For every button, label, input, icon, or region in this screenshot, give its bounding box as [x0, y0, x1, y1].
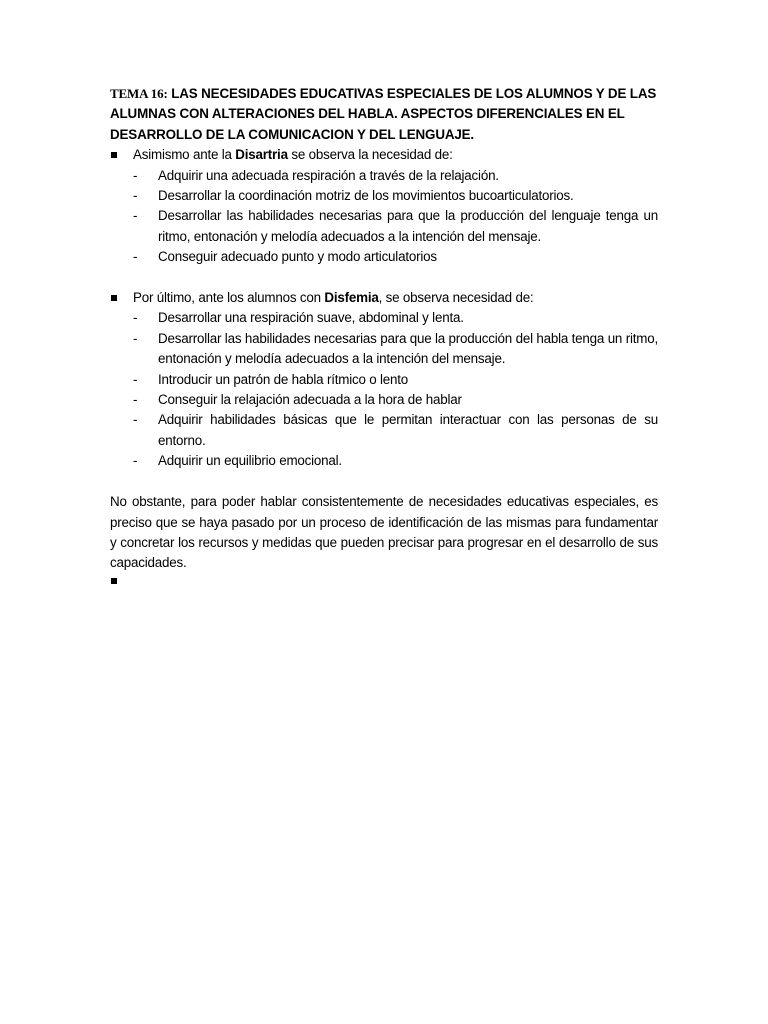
dash-bullet: -: [133, 412, 138, 428]
list-item-text: Adquirir un equilibrio emocional.: [158, 453, 342, 469]
square-bullet-icon: [111, 295, 117, 301]
list-item: [110, 308, 658, 328]
list-item: [110, 206, 658, 247]
list-item-text: Conseguir adecuado punto y modo articulatorios: [158, 249, 437, 265]
square-bullet-icon: [111, 152, 117, 158]
disartria-section: [110, 145, 658, 267]
list-item: [110, 370, 658, 390]
list-item-text: Desarrollar la coordinación motriz de los movimientos bucoarticulatorios.: [158, 188, 574, 204]
list-item-text: Adquirir habilidades básicas que le permitan interactuar con las personas de su entorno.: [158, 412, 658, 448]
list-item: [110, 247, 658, 267]
list-item-text: Conseguir la relajación adecuada a la hora de hablar: [158, 392, 462, 408]
disartria-intro-before: Asimismo ante la: [133, 147, 236, 163]
disartria-list: [110, 166, 658, 268]
disfemia-intro-before: Por último, ante los alumnos con: [133, 290, 325, 306]
disfemia-term: Disfemia: [324, 290, 379, 306]
disfemia-list: [110, 308, 658, 471]
dash-bullet: -: [133, 310, 138, 326]
dash-bullet: -: [133, 167, 138, 183]
conclusion-paragraph: No obstante, para poder hablar consistentemente de necesidades educativas especiales, es preciso que se haya pasado por un proceso de identificación de las mismas para fundamentar y concretar los recursos y medidas que pueden precisar para progresar en el desarrollo de sus capacidades.: [110, 494, 658, 571]
list-item-text: Desarrollar las habilidades necesarias para que la producción del habla tenga un ritmo, entonación y melodía adecuados a la intención del mensaje.: [158, 330, 658, 367]
list-item-text: Desarrollar las habilidades necesarias para que la producción del lenguaje tenga un ritmo, entonación y melodía adecuados a la intención del mensaje.: [158, 208, 658, 244]
disartria-term: Disartria: [235, 147, 288, 163]
list-item: [110, 390, 658, 410]
list-item-text: Adquirir una adecuada respiración a través de la relajación.: [158, 167, 499, 183]
document-page: [110, 84, 658, 574]
disartria-intro: [110, 145, 658, 165]
disfemia-intro: [110, 288, 658, 308]
heading-title: LAS NECESIDADES EDUCATIVAS ESPECIALES DE LOS ALUMNOS Y DE LAS ALUMNAS CON ALTERACIONES DEL HABLA. ASPECTOS DIFERENCIALES EN EL DESARROLLO DE LA COMUNICACION Y DEL LENGUAJE.: [110, 86, 657, 142]
square-bullet-icon: [111, 578, 117, 584]
list-item-text: Desarrollar una respiración suave, abdominal y lenta.: [158, 310, 464, 326]
tema-label: TEMA 16:: [110, 86, 168, 101]
dash-bullet: -: [133, 392, 138, 408]
list-item: [110, 186, 658, 206]
dash-bullet: -: [133, 208, 138, 224]
list-item: [110, 451, 658, 471]
list-item-text: Introducir un patrón de habla rítmico o lento: [158, 371, 409, 387]
disfemia-section: [110, 288, 658, 472]
disfemia-intro-after: , se observa necesidad de:: [378, 290, 534, 306]
list-item: [110, 329, 658, 370]
list-item: [110, 410, 658, 451]
spacer: [110, 472, 658, 492]
disartria-intro-after: se observa la necesidad de:: [287, 147, 453, 163]
spacer: [110, 268, 658, 288]
dash-bullet: -: [133, 330, 138, 346]
dash-bullet: -: [133, 371, 138, 387]
list-item: [110, 166, 658, 186]
dash-bullet: -: [133, 188, 138, 204]
document-heading: [110, 84, 658, 145]
dash-bullet: -: [133, 453, 138, 469]
dash-bullet: -: [133, 249, 138, 265]
